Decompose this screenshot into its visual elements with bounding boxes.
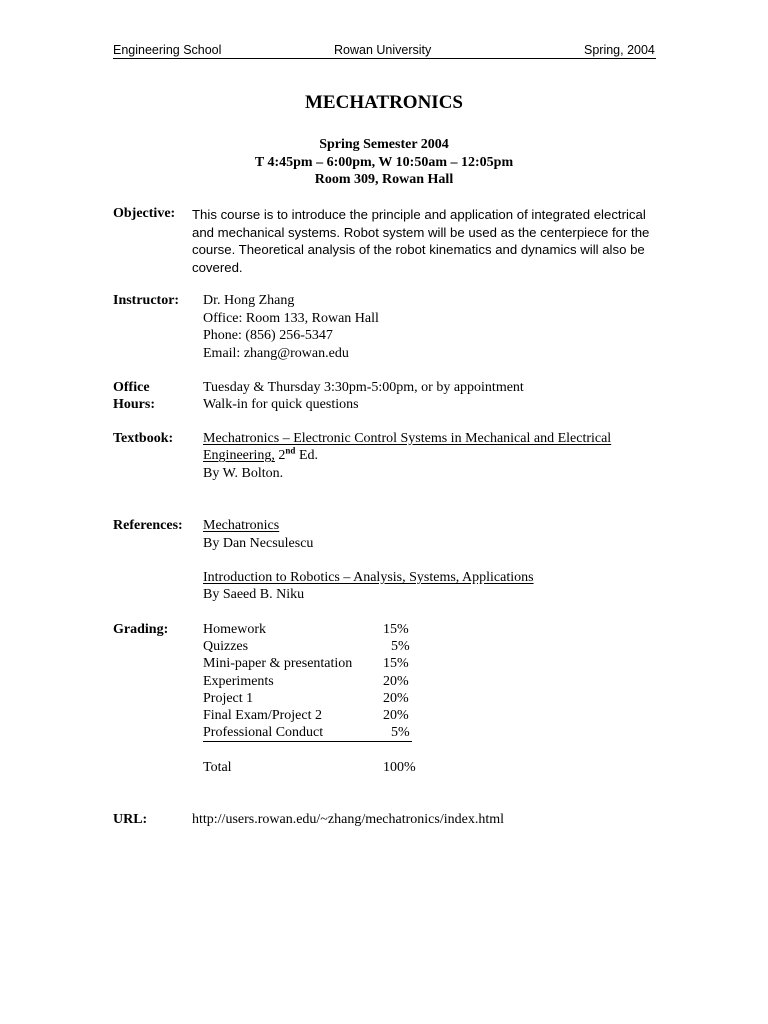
textbook-edition-num: 2 [278, 448, 286, 463]
grading-row-pct: 20% [383, 691, 409, 706]
instructor-phone: Phone: (856) 256-5347 [203, 328, 333, 343]
grading-row-item: Quizzes [203, 639, 249, 654]
header-rule [113, 58, 656, 59]
grading-total-label: Total [203, 760, 232, 775]
references-label: References: [113, 518, 183, 533]
grading-label: Grading: [113, 622, 169, 637]
course-semester: Spring Semester 2004 [319, 137, 449, 152]
objective-text: This course is to introduce the principle and application of integrated electrical and mechanical systems. Robot system will be used as the centerpiece for the course. Theoretical analysis of the robot kinematics and dynamics will also be covered. [192, 207, 650, 275]
instructor-email: Email: zhang@rowan.edu [203, 346, 349, 361]
grading-row-item: Experiments [203, 674, 274, 689]
textbook-title-line1: Mechatronics – Electronic Control Systems in Mechanical and Electrical [203, 431, 612, 446]
textbook-title-comma: , [271, 448, 275, 463]
grading-row-item: Professional Conduct [203, 725, 324, 740]
textbook-label: Textbook: [113, 431, 174, 446]
grading-total-pct: 100% [383, 760, 416, 775]
textbook-edition-sup: nd [285, 445, 296, 456]
grading-row-pct: 5% [391, 725, 410, 740]
reference-1-title: Mechatronics [203, 518, 280, 533]
office-hours-label-line1: Office [113, 380, 150, 395]
course-schedule: T 4:45pm – 6:00pm, W 10:50am – 12:05pm [254, 155, 514, 170]
office-hours-label-line2: Hours: [113, 397, 155, 412]
grading-row-pct: 5% [391, 639, 410, 654]
instructor-office: Office: Room 133, Rowan Hall [203, 311, 379, 326]
grading-row-item: Homework [203, 622, 266, 637]
course-room: Room 309, Rowan Hall [314, 172, 454, 187]
url-label: URL: [113, 812, 148, 827]
grading-row-pct: 20% [383, 674, 409, 689]
grading-subtotal-rule [203, 741, 412, 742]
office-hours-walkin: Walk-in for quick questions [203, 397, 359, 412]
textbook-edition-suffix: Ed. [298, 448, 318, 463]
office-hours-times: Tuesday & Thursday 3:30pm-5:00pm, or by appointment [203, 380, 524, 395]
course-title: MECHATRONICS [305, 92, 463, 113]
grading-row-pct: 15% [383, 656, 409, 671]
reference-2-title: Introduction to Robotics – Analysis, Systems, Applications [203, 570, 534, 585]
reference-2-author: By Saeed B. Niku [203, 587, 305, 602]
grading-row-pct: 20% [383, 708, 409, 723]
course-url-link[interactable]: http://users.rowan.edu/~zhang/mechatronics/index.html [192, 812, 504, 827]
grading-row-pct: 15% [383, 622, 409, 637]
instructor-label: Instructor: [113, 293, 180, 308]
grading-row-item: Final Exam/Project 2 [203, 708, 322, 723]
instructor-name: Dr. Hong Zhang [203, 293, 295, 308]
objective-label: Objective: [113, 206, 176, 221]
header-university: Rowan University [334, 43, 432, 57]
textbook-title-engineering: Engineering [203, 448, 272, 463]
textbook-author: By W. Bolton. [203, 466, 284, 481]
grading-row-item: Project 1 [203, 691, 254, 706]
reference-1-author: By Dan Necsulescu [203, 536, 314, 551]
grading-row-item: Mini-paper & presentation [203, 656, 353, 671]
header-term: Spring, 2004 [584, 43, 655, 57]
header-school: Engineering School [113, 43, 222, 57]
textbook-title-line2 [203, 445, 318, 464]
